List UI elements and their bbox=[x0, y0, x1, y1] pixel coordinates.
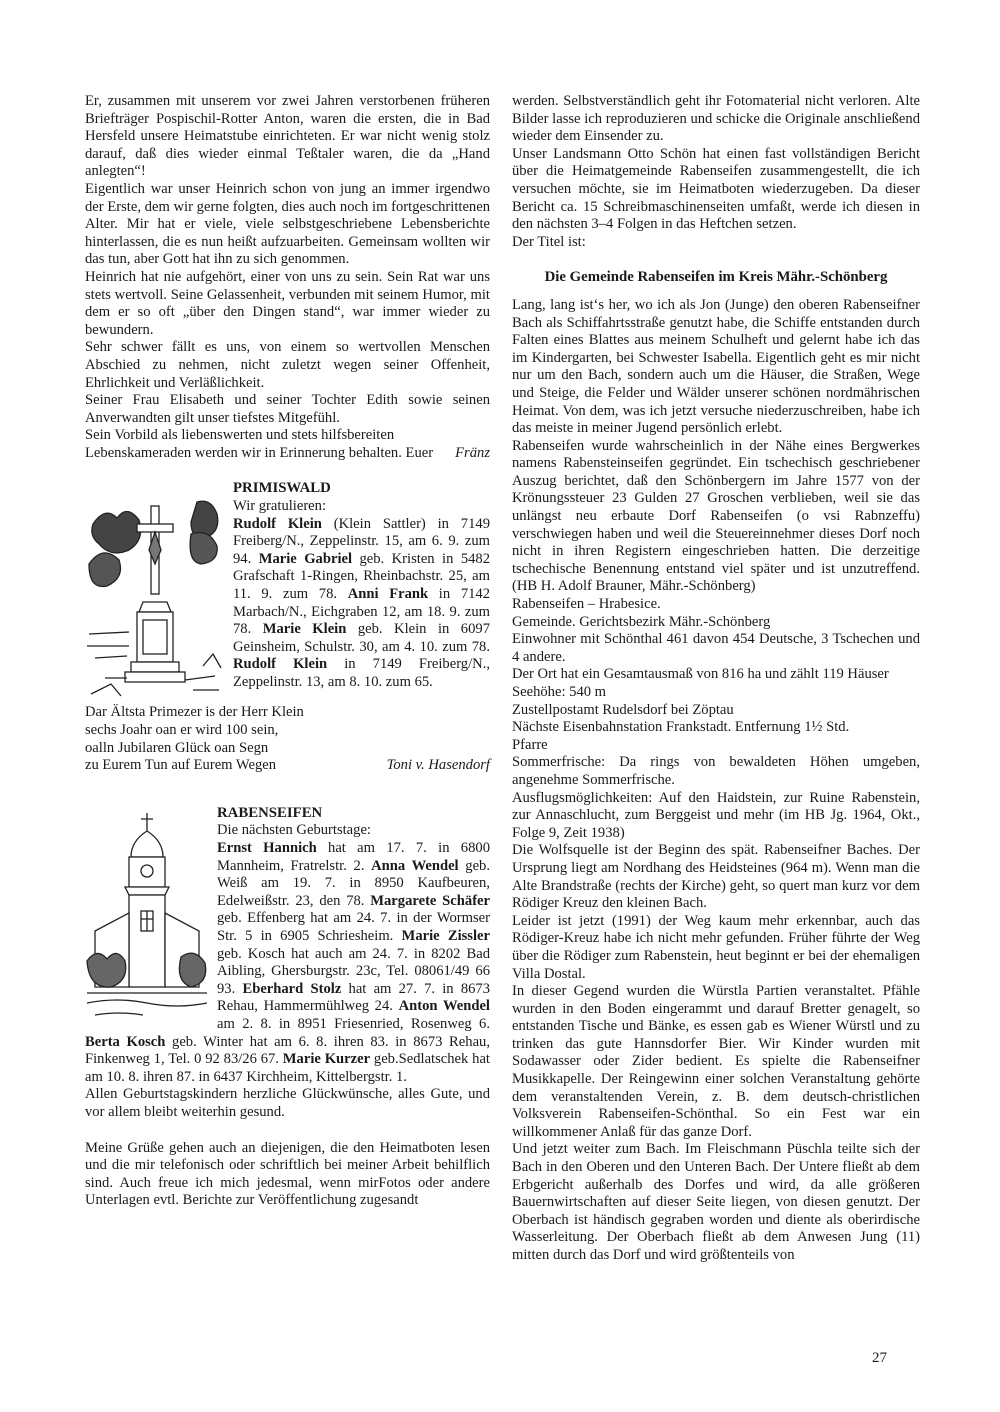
crucifix-icon bbox=[85, 494, 225, 704]
church-illustration bbox=[85, 811, 217, 1033]
poem-line: sechs Joahr oan er wird 100 sein, bbox=[85, 722, 279, 739]
left-column bbox=[85, 93, 490, 1210]
fact-line: Seehöhe: 540 m bbox=[512, 684, 607, 700]
fact-line: Sommerfrische: Da rings von bewaldeten Höhen umgeben, angenehme Sommerfrische. bbox=[512, 754, 920, 788]
fact-line: Nächste Eisenbahnstation Frankstadt. Entfernung 1½ Std. bbox=[512, 719, 850, 736]
person-name: Anni Frank bbox=[347, 586, 429, 603]
person-name: Marie Klein bbox=[262, 621, 347, 638]
right-column bbox=[512, 93, 920, 1265]
closing-line bbox=[85, 427, 490, 462]
person-name: Ernst Hannich bbox=[217, 840, 317, 857]
poem-line: oalln Jubilaren Glück oan Segn bbox=[85, 739, 269, 756]
crucifix-illustration bbox=[85, 494, 233, 704]
person-name: Eberhard Stolz bbox=[242, 980, 342, 997]
paragraph: Er, zusammen mit unserem vor zwei Jahren verstorbenen früheren Briefträger Pospischil-Rotter Anton, waren die ersten, die in Bad Hersfeld unsere Heimatstube einrichteten. Er war nicht wenig stolz darauf, daß dies wieder einmal Teßtaler waren, die da „Hand anlegten“! bbox=[85, 93, 490, 180]
person-name: Rudolf Klein bbox=[233, 515, 322, 532]
paragraph: Leider ist jetzt (1991) der Weg kaum mehr erkennbar, auch das Rödiger-Kreuz habe ich nicht mehr gefunden. Früher führte der Weg über die Rödiger zum Rabenstein, heut beginnt er bei der ehemaligen Villa Dostal. bbox=[512, 912, 920, 982]
paragraph: Meine Grüße gehen auch an diejenigen, die den Heimatboten lesen und die mir telefonisch oder schriftlich bei meiner Arbeit behilflich sind. Auch freue ich mich jedesmal, wenn mirFotos oder andere Unterlagen evtl. Berichte zur Veröffentlichung zugesandt bbox=[85, 1139, 490, 1209]
fact-line: Pfarre bbox=[512, 736, 548, 753]
spacer bbox=[85, 462, 490, 480]
person-name: Rudolf Klein bbox=[233, 656, 328, 673]
poem-author: Toni v. Hasendorf bbox=[386, 757, 490, 774]
fact-line: Gemeinde. Gerichtsbezirk Mähr.-Schönberg bbox=[512, 613, 771, 630]
person-name: Marie Gabriel bbox=[258, 550, 353, 567]
birthday-list: Rudolf Klein (Klein Sattler) in 7149 Freiberg/N., Zeppelinstr. 15, am 6. 9. zum 94. Marie Gabriel geb. Kristen in 5482 Grafschaft 1-Ringen, Rheinbachstr. 25, am 11. 9. zum 78. Anni Frank in 7142 Marbach/N., Eichgraben 12, am 18. 9. zum 78. Marie Klein geb. Klein in 6097 Geinsheim, Schulstr. 30, am 4. 10. zum 78. Rudolf Klein in 7149 Freiberg/N., Zeppelinstr. 13, am 8. 10. zum 65. bbox=[233, 515, 491, 690]
birthday-list: Ernst Hannich hat am 17. 7. in 6800 Mannheim, Fratrelstr. 2. Anna Wendel geb. Weiß am 19. 7. in 8950 Kaufbeuren, Edelweißstr. 23, den 78. Margarete Schäfer geb. Effenberg hat am 24. 7. in der Wormser Str. 5 in 6905 Schriesheim. Marie Zissler geb. Kosch hat auch am 24. 7. in 8202 Bad Aibling, Ghersburgstr. 23c, Tel. 08061/49 66 93. Eberhard Stolz hat am 27. 7. in 8673 Rehau, Hammermühlweg 24. Anton Wendel am 2. 8. in 8951 Friesenried, Rosenweg 6. Berta Kosch geb. Winter hat am 6. 8. ihren 83. in 8673 Rehau, Finkenweg 1, Tel. 0 92 83/26 67. Marie Kurzer geb.Sedlatschek hat am 10. 8. ihren 87. in 6437 Kirchheim, Kittelbergstr. 1. bbox=[85, 840, 491, 1085]
poem-line: Dar Ältsta Primezer is der Herr Klein bbox=[85, 704, 304, 721]
article-title: Die Gemeinde Rabenseifen im Kreis Mähr.-Schönberg bbox=[544, 269, 888, 286]
paragraph: In dieser Gegend wurden die Würstla Partien veranstaltet. Pfähle wurden in den Boden eingerammt und darauf Bretter genagelt, so entstanden Tische und Bänke, es essen gab es Wiener Würstl und zu trinken das gute Hannsdorfer Bier. Wir Kinder wurden mit Sodawasser oder Zider bedient. Es spielte die Rabenseifner Musikkapelle. Der Reingewinn einer solchen Veranstaltung gehörte dem veranstaltenden Verein, z. B. dem deutsch-christlichen Volksverein Rabenseifen-Schönthal. So ein Fest war ein willkommener Anlaß für das ganze Dorf. bbox=[512, 983, 920, 1140]
fact-line: Der Ort hat ein Gesamtausmaß von 816 ha und zählt 119 Häuser bbox=[512, 666, 889, 683]
person-name: Marie Kurzer bbox=[282, 1051, 371, 1068]
spacer bbox=[85, 775, 490, 805]
poem bbox=[85, 704, 490, 774]
fact-line: Einwohner mit Schönthal 461 davon 454 Deutsche, 3 Tschechen und 4 andere. bbox=[512, 631, 920, 665]
person-name: Berta Kosch bbox=[85, 1033, 166, 1050]
paragraph: werden. Selbstverständlich geht ihr Fotomaterial nicht verloren. Alte Bilder lasse ich reproduzieren und schicke die Originale anschließend wieder dem Einsender zu. bbox=[512, 93, 920, 145]
paragraph: Heinrich hat nie aufgehört, einer von uns zu sein. Sein Rat war uns stets wertvoll. Seine Gelassenheit, verbunden mit seinem Humor, mit dem er so oft „über den Dingen stand“, war immer wieder zu bewundern. bbox=[85, 268, 490, 338]
spacer bbox=[512, 251, 920, 269]
fact-line: Rabenseifen – Hrabesice. bbox=[512, 596, 661, 613]
section-heading: PRIMISWALD bbox=[233, 480, 331, 497]
section-heading: RABENSEIFEN bbox=[217, 804, 323, 821]
fact-line: Zustellpostamt Rudelsdorf bei Zöptau bbox=[512, 701, 734, 718]
signature: Fränz bbox=[455, 444, 490, 461]
spacer bbox=[512, 287, 920, 297]
paragraph: Seiner Frau Elisabeth und seiner Tochter Edith sowie seinen Anverwandten gilt unser tiefstes Mitgefühl. bbox=[85, 392, 490, 426]
section-intro: Die nächsten Geburtstage: bbox=[217, 822, 371, 839]
primiswald-section bbox=[85, 480, 490, 774]
closing-text: Sein Vorbild als liebenswerten und stets hilfsbereiten Lebenskameraden werden wir in Erinnerung behalten. Euer bbox=[85, 427, 434, 461]
paragraph: Sehr schwer fällt es uns, von einem so wertvollen Menschen Abschied zu nehmen, nicht zuletzt wegen seiner Offenheit, Ehrlichkeit und Verläßlichkeit. bbox=[85, 339, 490, 391]
person-name: Margarete Schäfer bbox=[370, 892, 491, 909]
rabenseifen-section bbox=[85, 805, 490, 1210]
paragraph: Lang, lang ist‘s her, wo ich als Jon (Junge) den oberen Rabenseifner Bach als Schiffahrtsstraße genutzt habe, die Schiffe entstanden durch Falten eines Blattes aus meinem Schulheft und gelernt habe ich das im Kindergarten, bei Schwester Isabella. Eigentlich geht es mir nicht nur um den Bach, sondern auch um die Häuser, die Straßen, Wege und Steige, die Felder und Wälder unserer schönen nordmährischen Heimat. Von dem, was ich jetzt versuche niederzuschreiben, habe ich das meiste in meiner Jugend persönlich erlebt. bbox=[512, 296, 920, 437]
poem-line: zu Eurem Tun auf Eurem Wegen bbox=[85, 757, 277, 774]
paragraph: Allen Geburtstagskindern herzliche Glückwünsche, alles Gute, und vor allem bleibt weiterhin gesund. bbox=[85, 1086, 490, 1120]
paragraph: Rabenseifen wurde wahrscheinlich in der Nähe eines Bergwerkes namens Rabensteinseifen gegründet. Ein tschechisch geschriebener Auszug berichtet, daß den Schönbergern im Jahre 1577 von der Krönungssteuer 23 Gulden 27 Groschen verblieben, weil sie das unlängst neu erbaute Dorf Rabenseifen (o vsi Rabnzeffu) verschwiegen haben und weil die Steuereinnehmer dieses Dorf noch nicht in ihren Registern eingeschrieben hatten. Die derzeitige tschechische Benennung entstand viel später und ist unzutreffend. (HB H. Adolf Brauner, Mähr.-Schönberg) bbox=[512, 437, 920, 595]
paragraph: Der Titel ist: bbox=[512, 233, 586, 250]
person-name: Anna Wendel bbox=[371, 857, 459, 874]
church-icon bbox=[85, 811, 211, 1033]
paragraph: Unser Landsmann Otto Schön hat einen fast vollständigen Bericht über die Heimatgemeinde Rabenseifen zusammengestellt, die ich versuchen möchte, sie im Heimatboten wiederzugeben. Da dieser Bericht ca. 15 Schreibmaschinenseiten umfaßt, werde ich diesen in den nächsten 3–4 Folgen in das Heftchen setzen. bbox=[512, 145, 920, 233]
page-number: 27 bbox=[872, 1350, 887, 1366]
paragraph: Und jetzt weiter zum Bach. Im Fleischmann Püschla teilte sich der Bach in den Oberen und den Unteren Bach. Der Untere fließt ab dem Erbgericht außerhalb des Dorfes und wird, da alle größeren Bauernwirtschaften auf dieser Seite liegen, von diesen genutzt. Der Oberbach ist händisch gegraben worden und diente als oberirdische Wasserleitung. Der Oberbach fließt ab dem Anwesen Jung (11) mitten durch das Dorf und wird größtenteils von bbox=[512, 1141, 920, 1263]
fact-line: Ausflugsmöglichkeiten: Auf den Haidstein, zur Ruine Rabenstein, zur Annaschlucht, zum Berggeist und mehr (im HB Jg. 1964, Okt., Folge 9, Zeit 1938) bbox=[512, 789, 920, 841]
person-name: Anton Wendel bbox=[398, 998, 490, 1015]
section-intro: Wir gratulieren: bbox=[233, 498, 327, 515]
person-name: Marie Zissler bbox=[401, 928, 490, 944]
spacer bbox=[85, 1122, 490, 1140]
paragraph: Eigentlich war unser Heinrich schon von jung an immer irgendwo der Erste, dem wir gerne folgten, dies auch noch im fortgeschrittenen Alter. Mir hat er viele, viele selbstgeschriebene Lebensberichte hinterlassen, die es nun heißt aufzuarbeiten. Gemeinsam wollten wir das tun, aber Gott hat ihn zu sich genommen. bbox=[85, 180, 490, 268]
paragraph: Die Wolfsquelle ist der Beginn des spät. Rabenseifner Baches. Der Ursprung liegt am Nordhang des Heidsteines (964 m). Wenn man die Alte Brandstraße (rechts der Kirche) geht, so quert man kurz vor dem Rödiger Kreuz den kleinen Bach. bbox=[512, 842, 920, 912]
